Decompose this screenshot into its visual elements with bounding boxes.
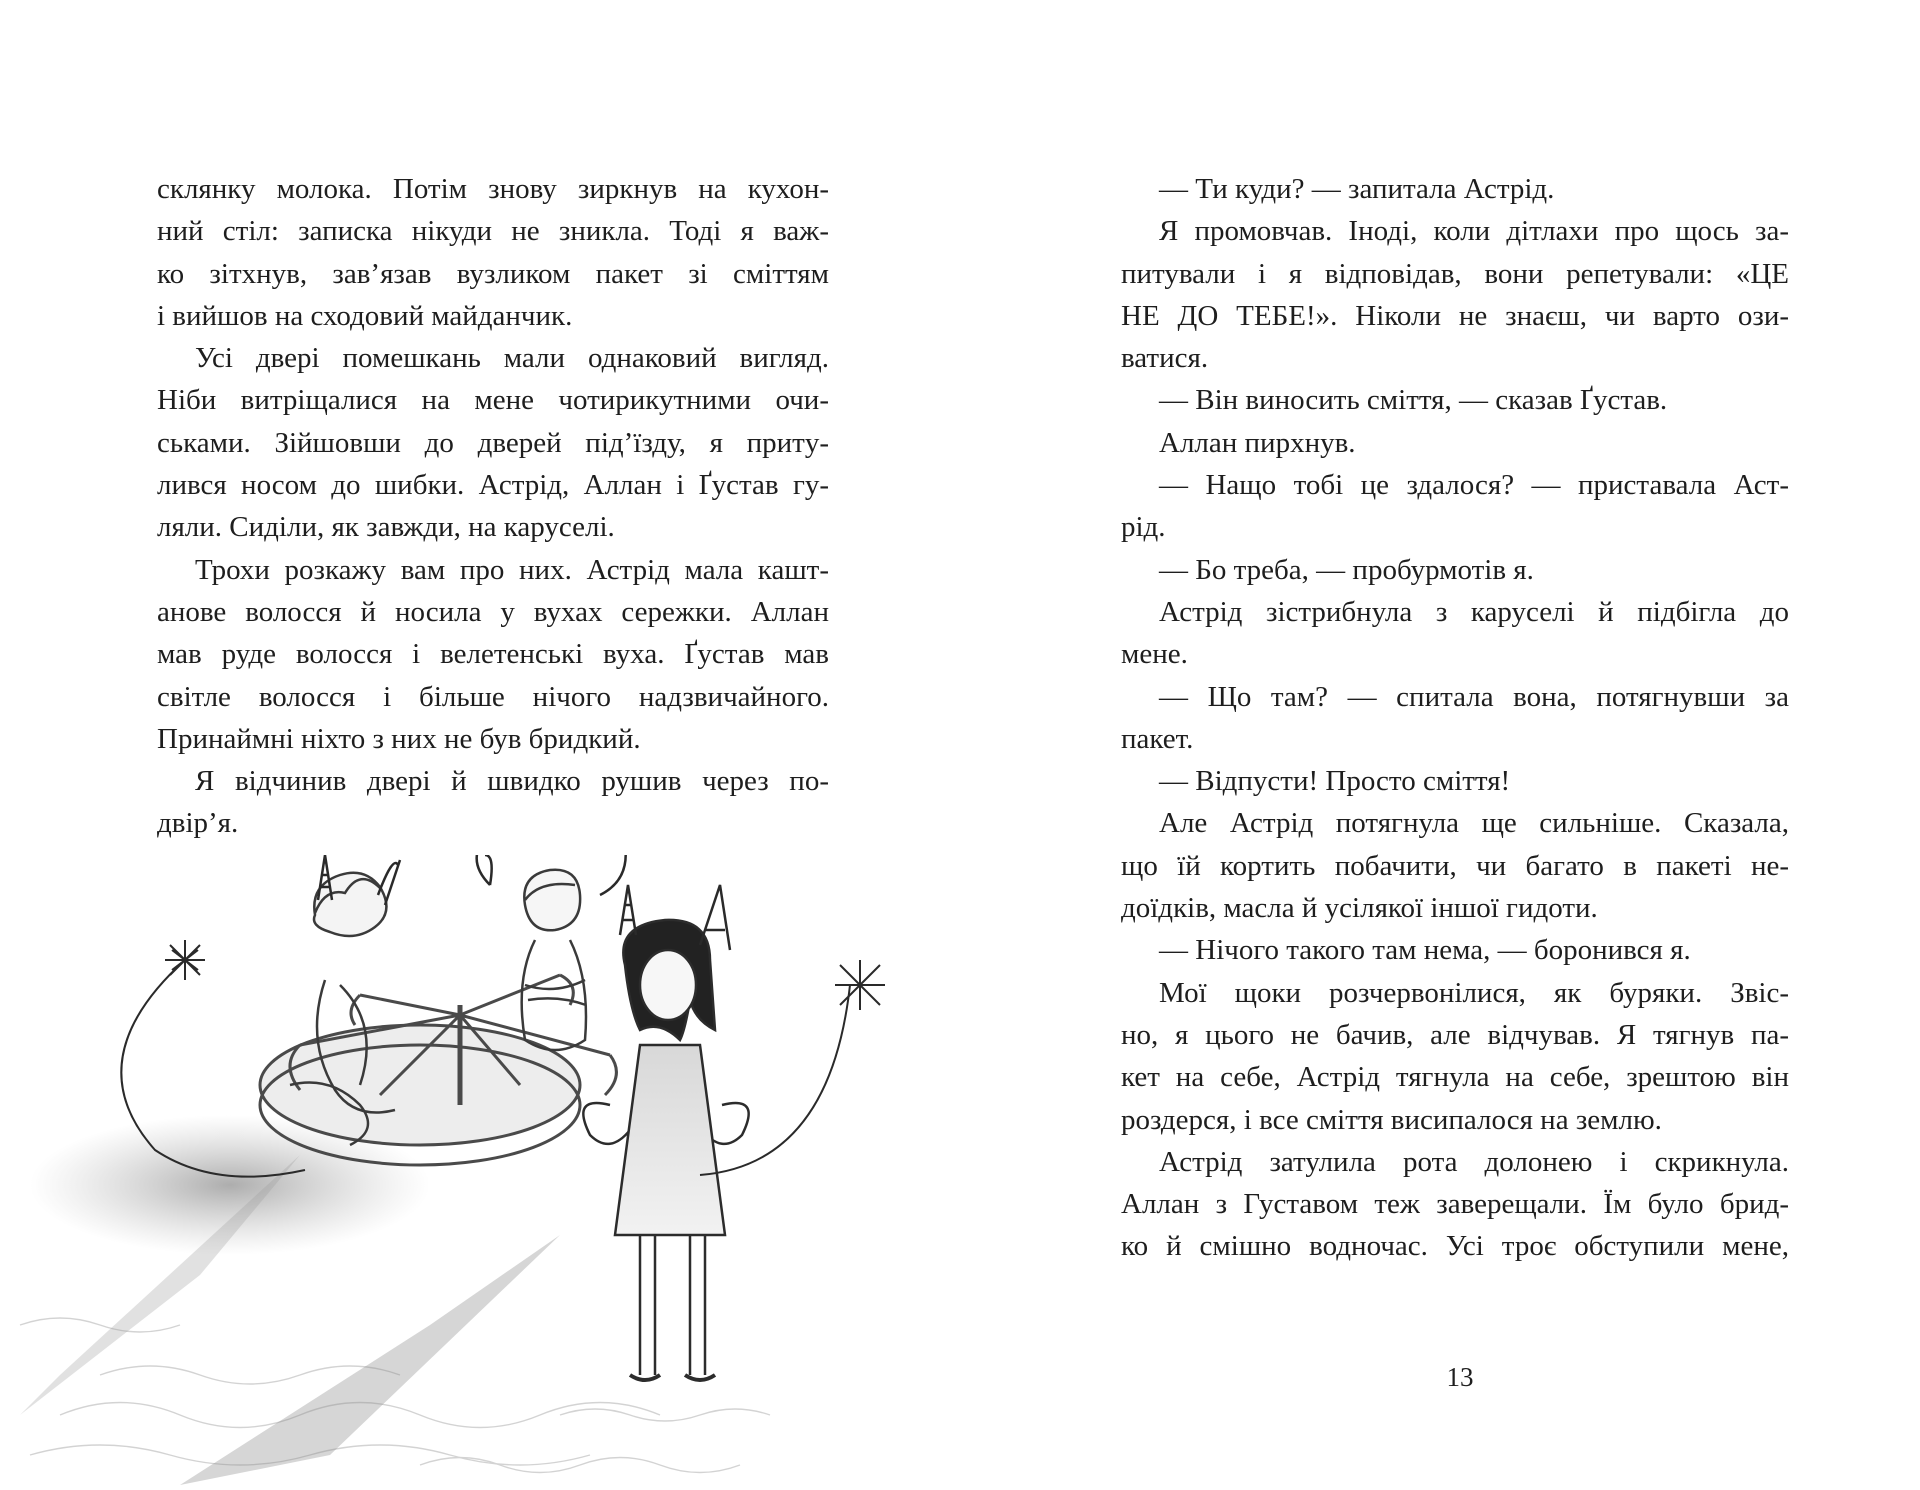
text-line: доїдків, масла й усілякої іншої гидоти. bbox=[1121, 892, 1598, 925]
text-line: Ніби витріщалися на мене чотирикутними очи- bbox=[157, 384, 829, 417]
text-line: — Він виносить сміття, — сказав Ґустав. bbox=[1159, 384, 1668, 417]
text-line: Астрід затулила рота долонею і скрикнула. bbox=[1159, 1145, 1789, 1178]
text-line: ко й смішно водночас. Усі троє обступили мене, bbox=[1121, 1230, 1789, 1263]
boy-crossed-arms bbox=[522, 870, 586, 1050]
text-line: ватися. bbox=[1121, 342, 1209, 375]
text-line: що їй кортить побачити, чи багато в пакеті не- bbox=[1121, 849, 1789, 882]
girl-shadow bbox=[180, 1235, 560, 1485]
text-line: — Нічого такого там нема, — боронився я. bbox=[1159, 934, 1691, 967]
text-line: — Бо треба, — пробурмотів я. bbox=[1159, 553, 1534, 586]
text-line: і вийшов на сходовий майданчик. bbox=[157, 299, 573, 332]
text-line: склянку молока. Потім знову зиркнув на кухон- bbox=[157, 173, 829, 205]
left-page-text bbox=[157, 168, 829, 845]
text-line: — Ти куди? — запитала Астрід. bbox=[1159, 173, 1555, 205]
text-line: пакет. bbox=[1121, 722, 1194, 755]
text-line: Трохи розкажу вам про них. Астрід мала кашт- bbox=[195, 553, 829, 586]
text-line: но, я цього не бачив, але відчував. Я тягнув па- bbox=[1121, 1018, 1789, 1051]
text-line: рід. bbox=[1121, 511, 1166, 544]
text-line: анове волосся й носила у вухах сережки. Аллан bbox=[157, 595, 829, 628]
right-page-text bbox=[1121, 168, 1789, 1268]
text-line: — Відпусти! Просто сміття! bbox=[1159, 765, 1511, 798]
text-line: Я промовчав. Іноді, коли дітлахи про щось за- bbox=[1159, 215, 1789, 248]
text-line: Аллан пирхнув. bbox=[1159, 426, 1356, 459]
text-line: ний стіл: записка нікуди не зникла. Тоді я важ- bbox=[157, 215, 829, 248]
text-line: кет на себе, Астрід тягнула на себе, зрештою він bbox=[1121, 1061, 1789, 1094]
text-line: Я відчинив двері й швидко рушив через по- bbox=[195, 765, 829, 798]
text-line: роздерся, і все сміття висипалося на землю. bbox=[1121, 1103, 1662, 1136]
text-line: Аллан з Густавом теж заверещали. Їм було брид- bbox=[1121, 1188, 1789, 1221]
text-line: Астрід зістрибнула з каруселі й підбігла до bbox=[1159, 595, 1789, 628]
text-line: ськами. Зійшовши до дверей під’їзду, я притy- bbox=[157, 426, 829, 459]
text-line: Але Астрід потягнула ще сильніше. Сказала, bbox=[1159, 807, 1789, 840]
page-number: 13 bbox=[1446, 1362, 1474, 1392]
text-line: Принаймні ніхто з них не був бридкий. bbox=[157, 722, 641, 755]
text-line: ко зітхнув, зав’язав вузликом пакет зі сміттям bbox=[157, 257, 829, 290]
text-line: питували і я відповідав, вони репетували: «ЦЕ bbox=[1121, 257, 1789, 290]
text-line: — Нащо тобі це здалося? — приставала Аст- bbox=[1159, 469, 1789, 502]
ground-scribbles bbox=[20, 1318, 770, 1473]
text-line: мене. bbox=[1121, 638, 1188, 671]
text-line: двір’я. bbox=[157, 807, 239, 840]
text-line: ляли. Сиділи, як завжди, на каруселі. bbox=[157, 511, 615, 544]
girl-front bbox=[583, 920, 748, 1380]
text-line: мав руде волосся і велетенські вуха. Ґустав мав bbox=[157, 638, 829, 671]
carousel-illustration bbox=[0, 855, 920, 1490]
text-line: — Що там? — спитала вона, потягнувши за bbox=[1159, 680, 1789, 713]
text-line: лився носом до шибки. Астрід, Аллан і Ґустав гу- bbox=[157, 469, 829, 502]
text-line: Усі двері помешкань мали однаковий вигляд. bbox=[195, 342, 829, 375]
text-line: світле волосся і більше нічого надзвичайного. bbox=[157, 680, 829, 713]
text-line: Мої щоки розчервонілися, як буряки. Звіс- bbox=[1159, 976, 1789, 1009]
text-line: НЕ ДО ТЕБЕ!». Ніколи не знаєш, чи варто ози- bbox=[1121, 299, 1789, 332]
